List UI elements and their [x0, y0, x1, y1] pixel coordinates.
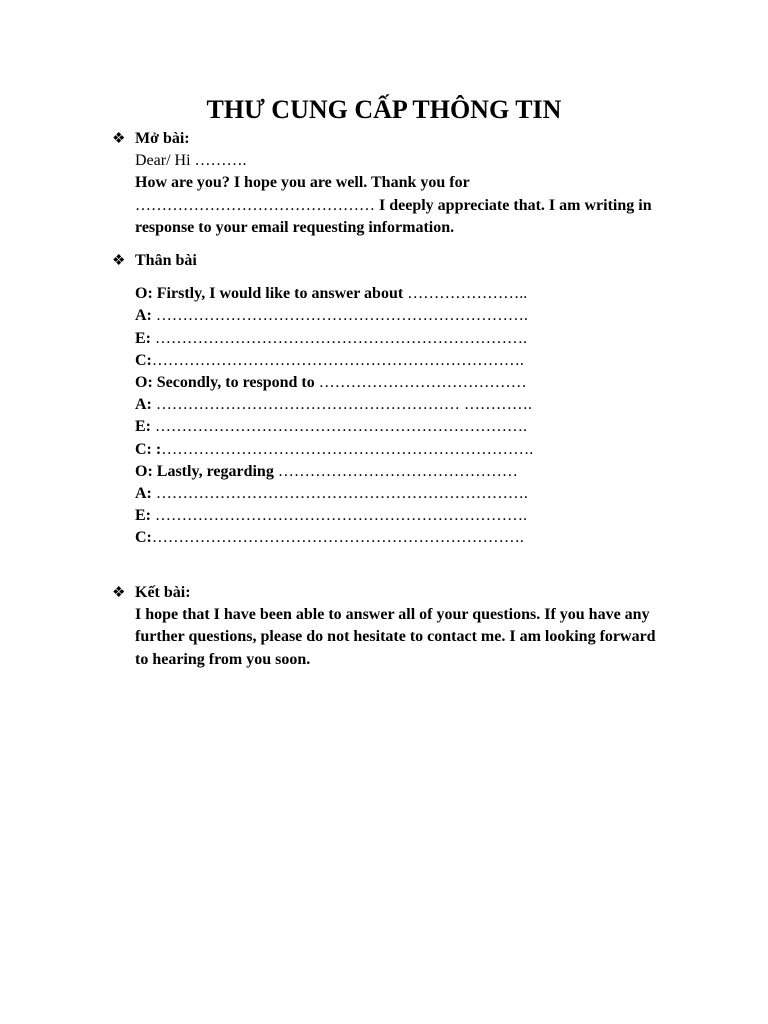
line-text: : [151, 440, 162, 458]
line-label: C: [135, 529, 152, 547]
intro-paragraph-part-1: How are you? I hope you are well. Thank you for [135, 174, 470, 192]
line-label: A: [135, 485, 152, 503]
oaec-line [135, 527, 672, 549]
line-dots: ……………………………………………………………. [151, 351, 524, 369]
intro-paragraph-dots: ……………………………………… [135, 196, 375, 214]
oaec-line [135, 350, 672, 372]
greeting-line: Dear/ Hi ………. [135, 152, 247, 170]
oaec-line [135, 505, 672, 527]
line-label: E: [135, 329, 151, 347]
line-text: Lastly, regarding [152, 462, 274, 480]
intro-paragraph [135, 172, 672, 239]
diamond-bullet-icon: ❖ [112, 253, 126, 269]
oaec-line [135, 305, 672, 327]
line-text: Firstly, I would like to answer about [152, 285, 404, 303]
line-dots: ………………………………… [314, 374, 527, 392]
line-dots: ………………………………………………… …………. [151, 396, 532, 414]
line-label: E: [135, 418, 151, 436]
diamond-bullet-icon: ❖ [112, 131, 126, 147]
line-label: E: [135, 507, 151, 525]
line-label: C: [135, 440, 152, 458]
body-section [112, 250, 672, 550]
oaec-line [135, 483, 672, 505]
oaec-list [135, 283, 672, 549]
oaec-line [135, 372, 672, 394]
intro-paragraph-part-2: I deeply appreciate that. I am writing in response to your email requesting information. [135, 196, 652, 236]
line-label: O: [135, 374, 153, 392]
page-title: THƯ CUNG CẤP THÔNG TIN [206, 95, 562, 124]
oaec-line [135, 394, 672, 416]
line-dots: ………………….. [403, 285, 528, 303]
body-heading: Thân bài [135, 252, 197, 269]
line-text: Secondly, to respond to [152, 374, 315, 392]
line-dots: ……………………………………………………………. [151, 329, 527, 347]
line-label: C: [135, 351, 152, 369]
ending-section [112, 582, 672, 671]
line-label: A: [135, 307, 152, 325]
oaec-line [135, 283, 672, 305]
line-dots: ……………………………………………………………. [161, 440, 534, 458]
oaec-line [135, 416, 672, 438]
ending-paragraph: I hope that I have been able to answer all of your questions. If you have any further questions, please do not hesitate to contact me. I am looking forward to hearing from you soon. [135, 606, 656, 668]
line-dots: ……………………………………………………………. [151, 485, 528, 503]
intro-section [112, 128, 672, 239]
line-dots: ……………………………………………………………. [151, 529, 524, 547]
line-label: A: [135, 396, 152, 414]
oaec-line [135, 328, 672, 350]
intro-heading: Mở bài: [135, 130, 190, 147]
line-dots: ……………………………………… [273, 462, 518, 480]
oaec-line [135, 461, 672, 483]
line-dots: ……………………………………………………………. [151, 418, 527, 436]
line-dots: ……………………………………………………………. [151, 307, 528, 325]
ending-heading: Kết bài: [135, 584, 191, 601]
oaec-line [135, 439, 672, 461]
diamond-bullet-icon: ❖ [112, 585, 126, 601]
line-label: O: [135, 285, 153, 303]
line-label: O: [135, 462, 153, 480]
line-dots: ……………………………………………………………. [151, 507, 527, 525]
